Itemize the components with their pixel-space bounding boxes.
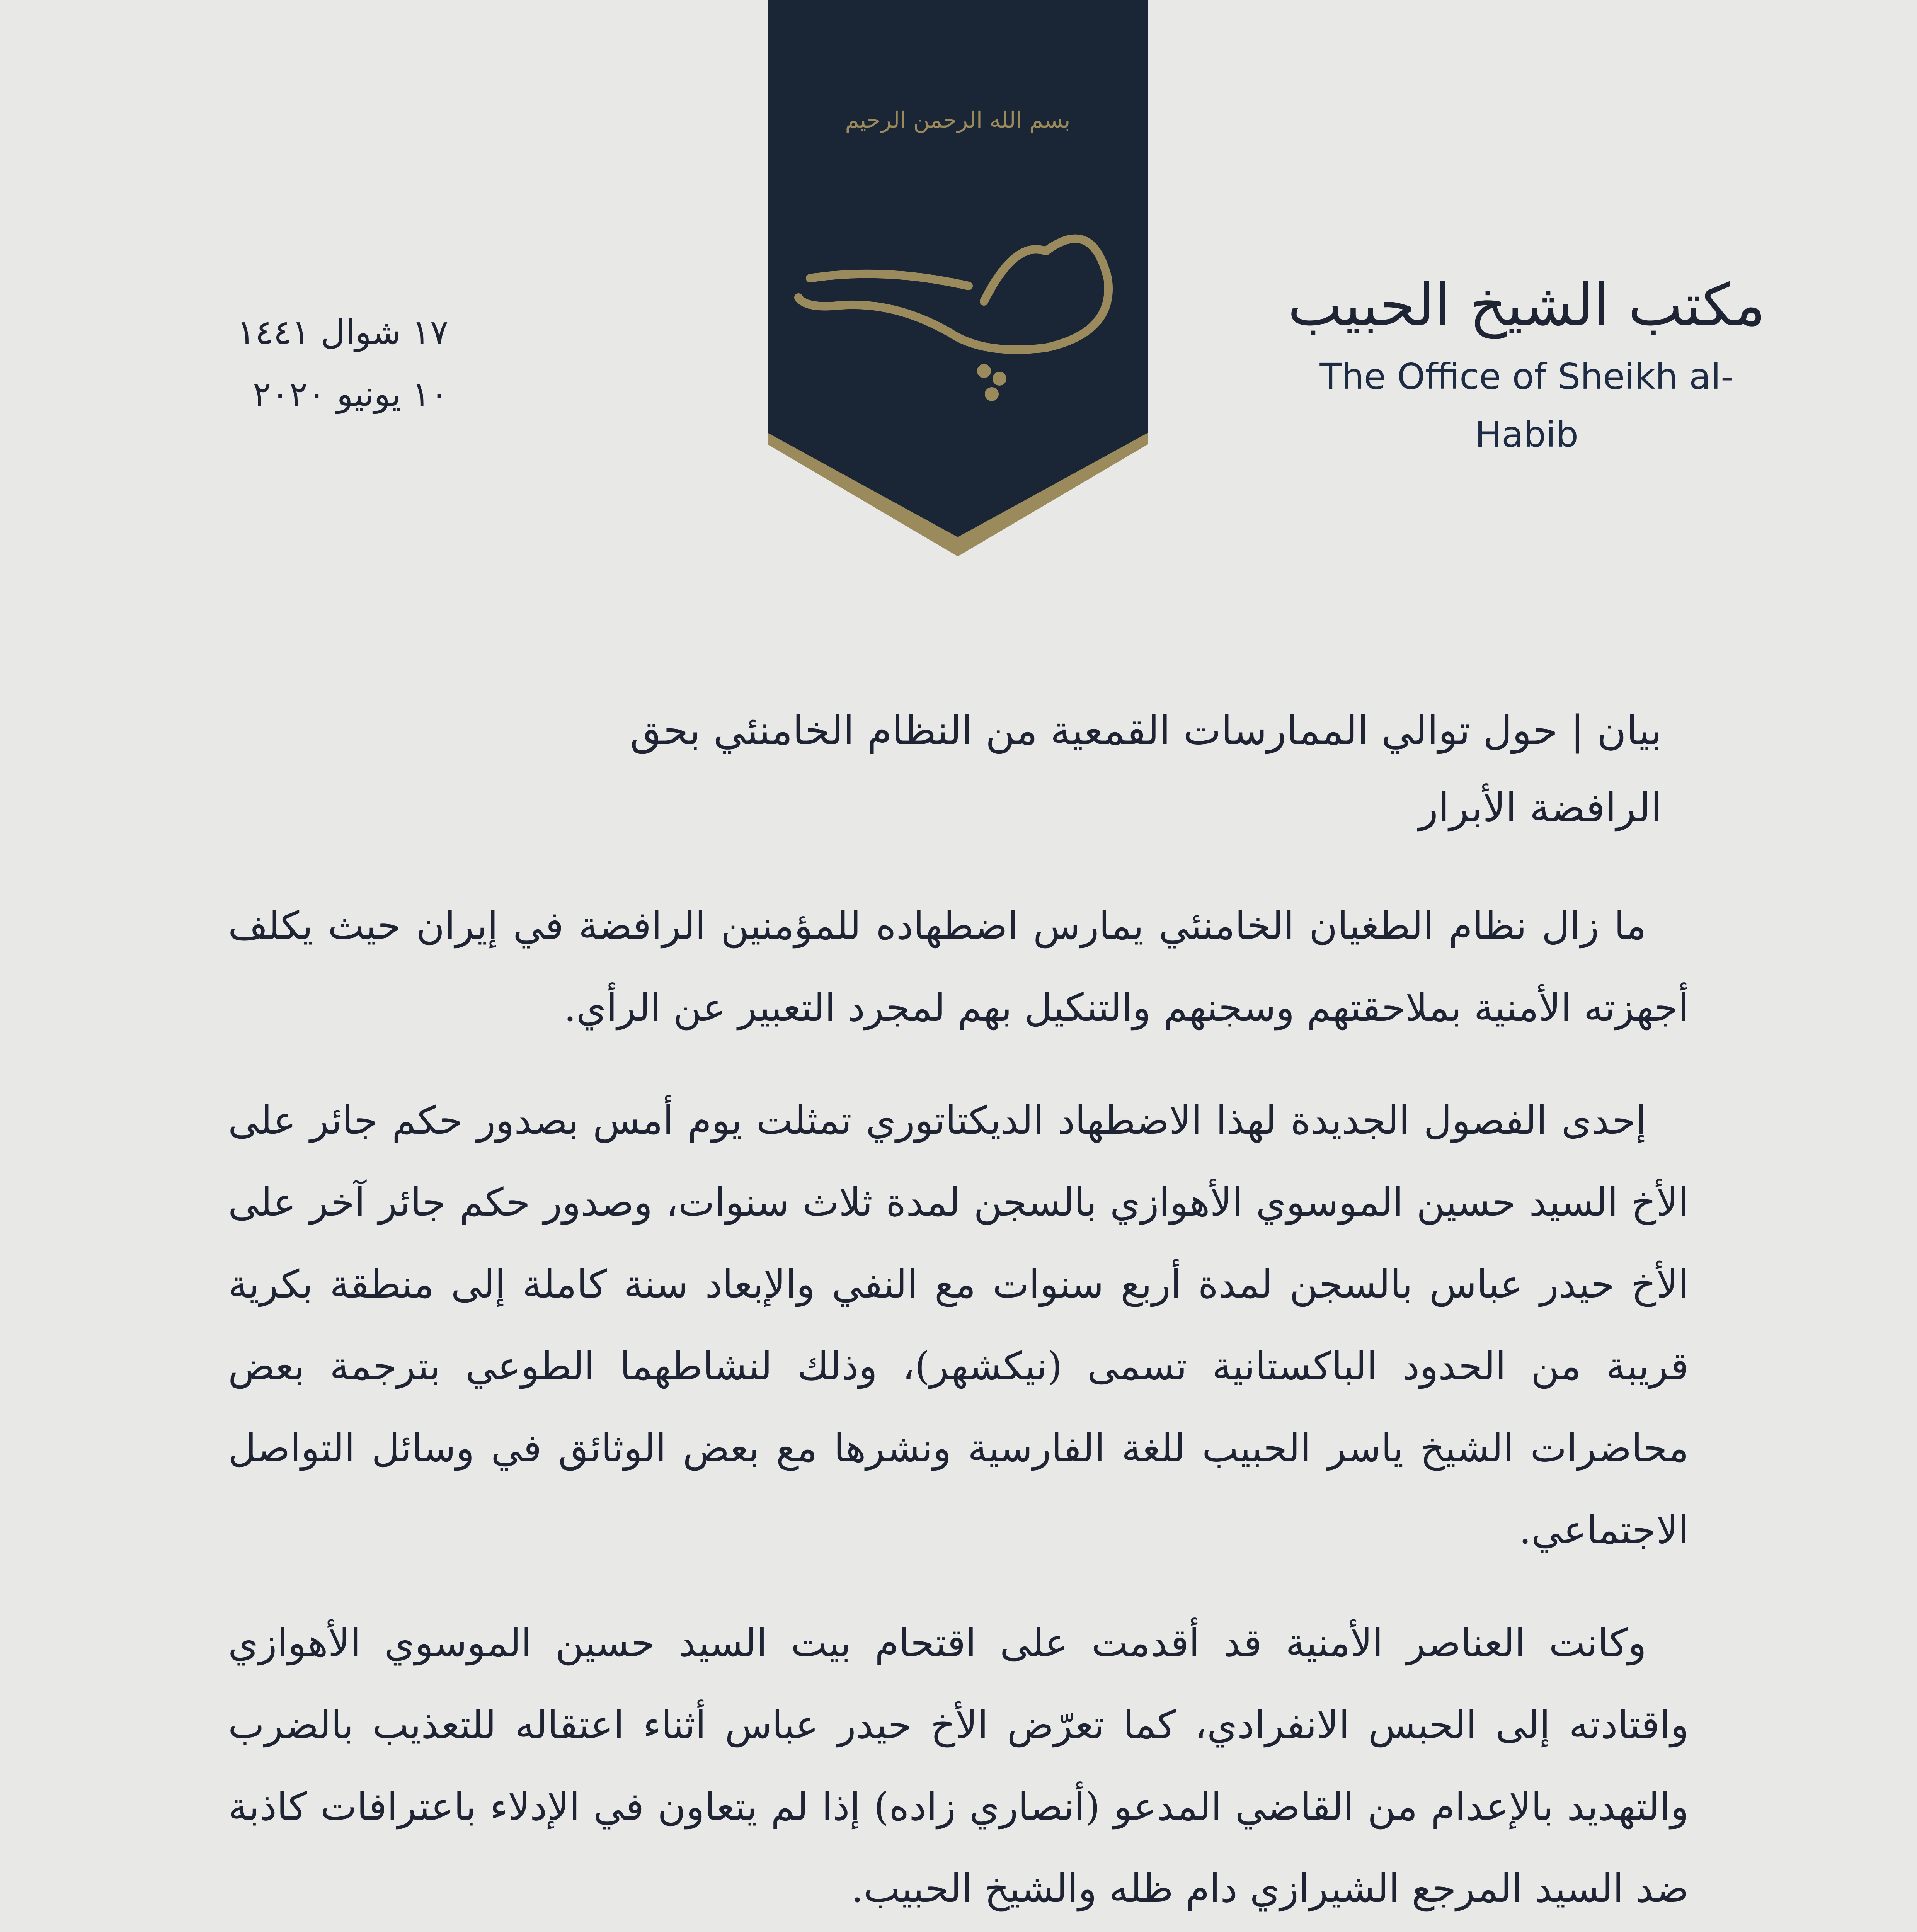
body-paragraph: إحدى الفصول الجديدة لهذا الاضطهاد الديكتاتوري تمثلت يوم أمس بصدور حكم جائر على الأخ السيد حسين الموسوي الأهوازي بالسجن لمدة ثلاث سنوات، وصدور حكم جائر آخر على الأخ حيدر عباس بالسجن لمدة أربع سنوات مع النفي والإبعاد سنة كاملة إلى منطقة بكرية قريبة من الحدود الباكستانية تسمى (نيكشهر)، وذلك لنشاطهما الطوعي بترجمة بعض محاضرات الشيخ ياسر الحبيب للغة الفارسية ونشرها مع بعض الوثائق في وسائل التواصل الاجتماعي. — [228, 1098, 1689, 1553]
gregorian-date: ١٠ يونيو ٢٠٢٠ — [253, 374, 448, 414]
document-title: بيان | حول توالي الممارسات القمعية من النظام الخامنئي بحق الرافضة الأبرار — [630, 707, 1662, 831]
bismillah-calligraphy — [845, 107, 1071, 133]
office-name-arabic: مكتب الشيخ الحبيب — [1287, 272, 1766, 339]
bismillah-text: بسم الله الرحمن الرحيم — [845, 107, 1071, 133]
office-logo — [1275, 267, 1778, 464]
hijri-date: ١٧ شوال ١٤٤١ — [237, 312, 448, 352]
document-body — [228, 885, 1689, 1932]
office-name-english: The Office of Sheikh al-Habib — [1319, 356, 1734, 455]
document-dates — [216, 301, 448, 425]
body-paragraph: وكانت العناصر الأمنية قد أقدمت على اقتحام بيت السيد حسين الموسوي الأهوازي واقتادته إلى الحبس الانفرادي، كما تعرّض الأخ حيدر عباس أثناء اعتقاله للتعذيب بالضرب والتهديد بالإعدام من القاضي المدعو (أنصاري زاده) إذا لم يتعاون في الإدلاء باعترافات كاذبة ضد السيد المرجع الشيرازي دام ظله والشيخ الحبيب. — [228, 1620, 1689, 1911]
header-banner — [768, 0, 1148, 556]
body-paragraph: ما زال نظام الطغيان الخامنئي يمارس اضطهاده للمؤمنين الرافضة في إيران حيث يكلف أجهزته الأمنية بملاحقتهم وسجنهم والتنكيل بهم لمجرد التعبير عن الرأي. — [228, 903, 1689, 1030]
banner-graphic — [768, 0, 1148, 556]
